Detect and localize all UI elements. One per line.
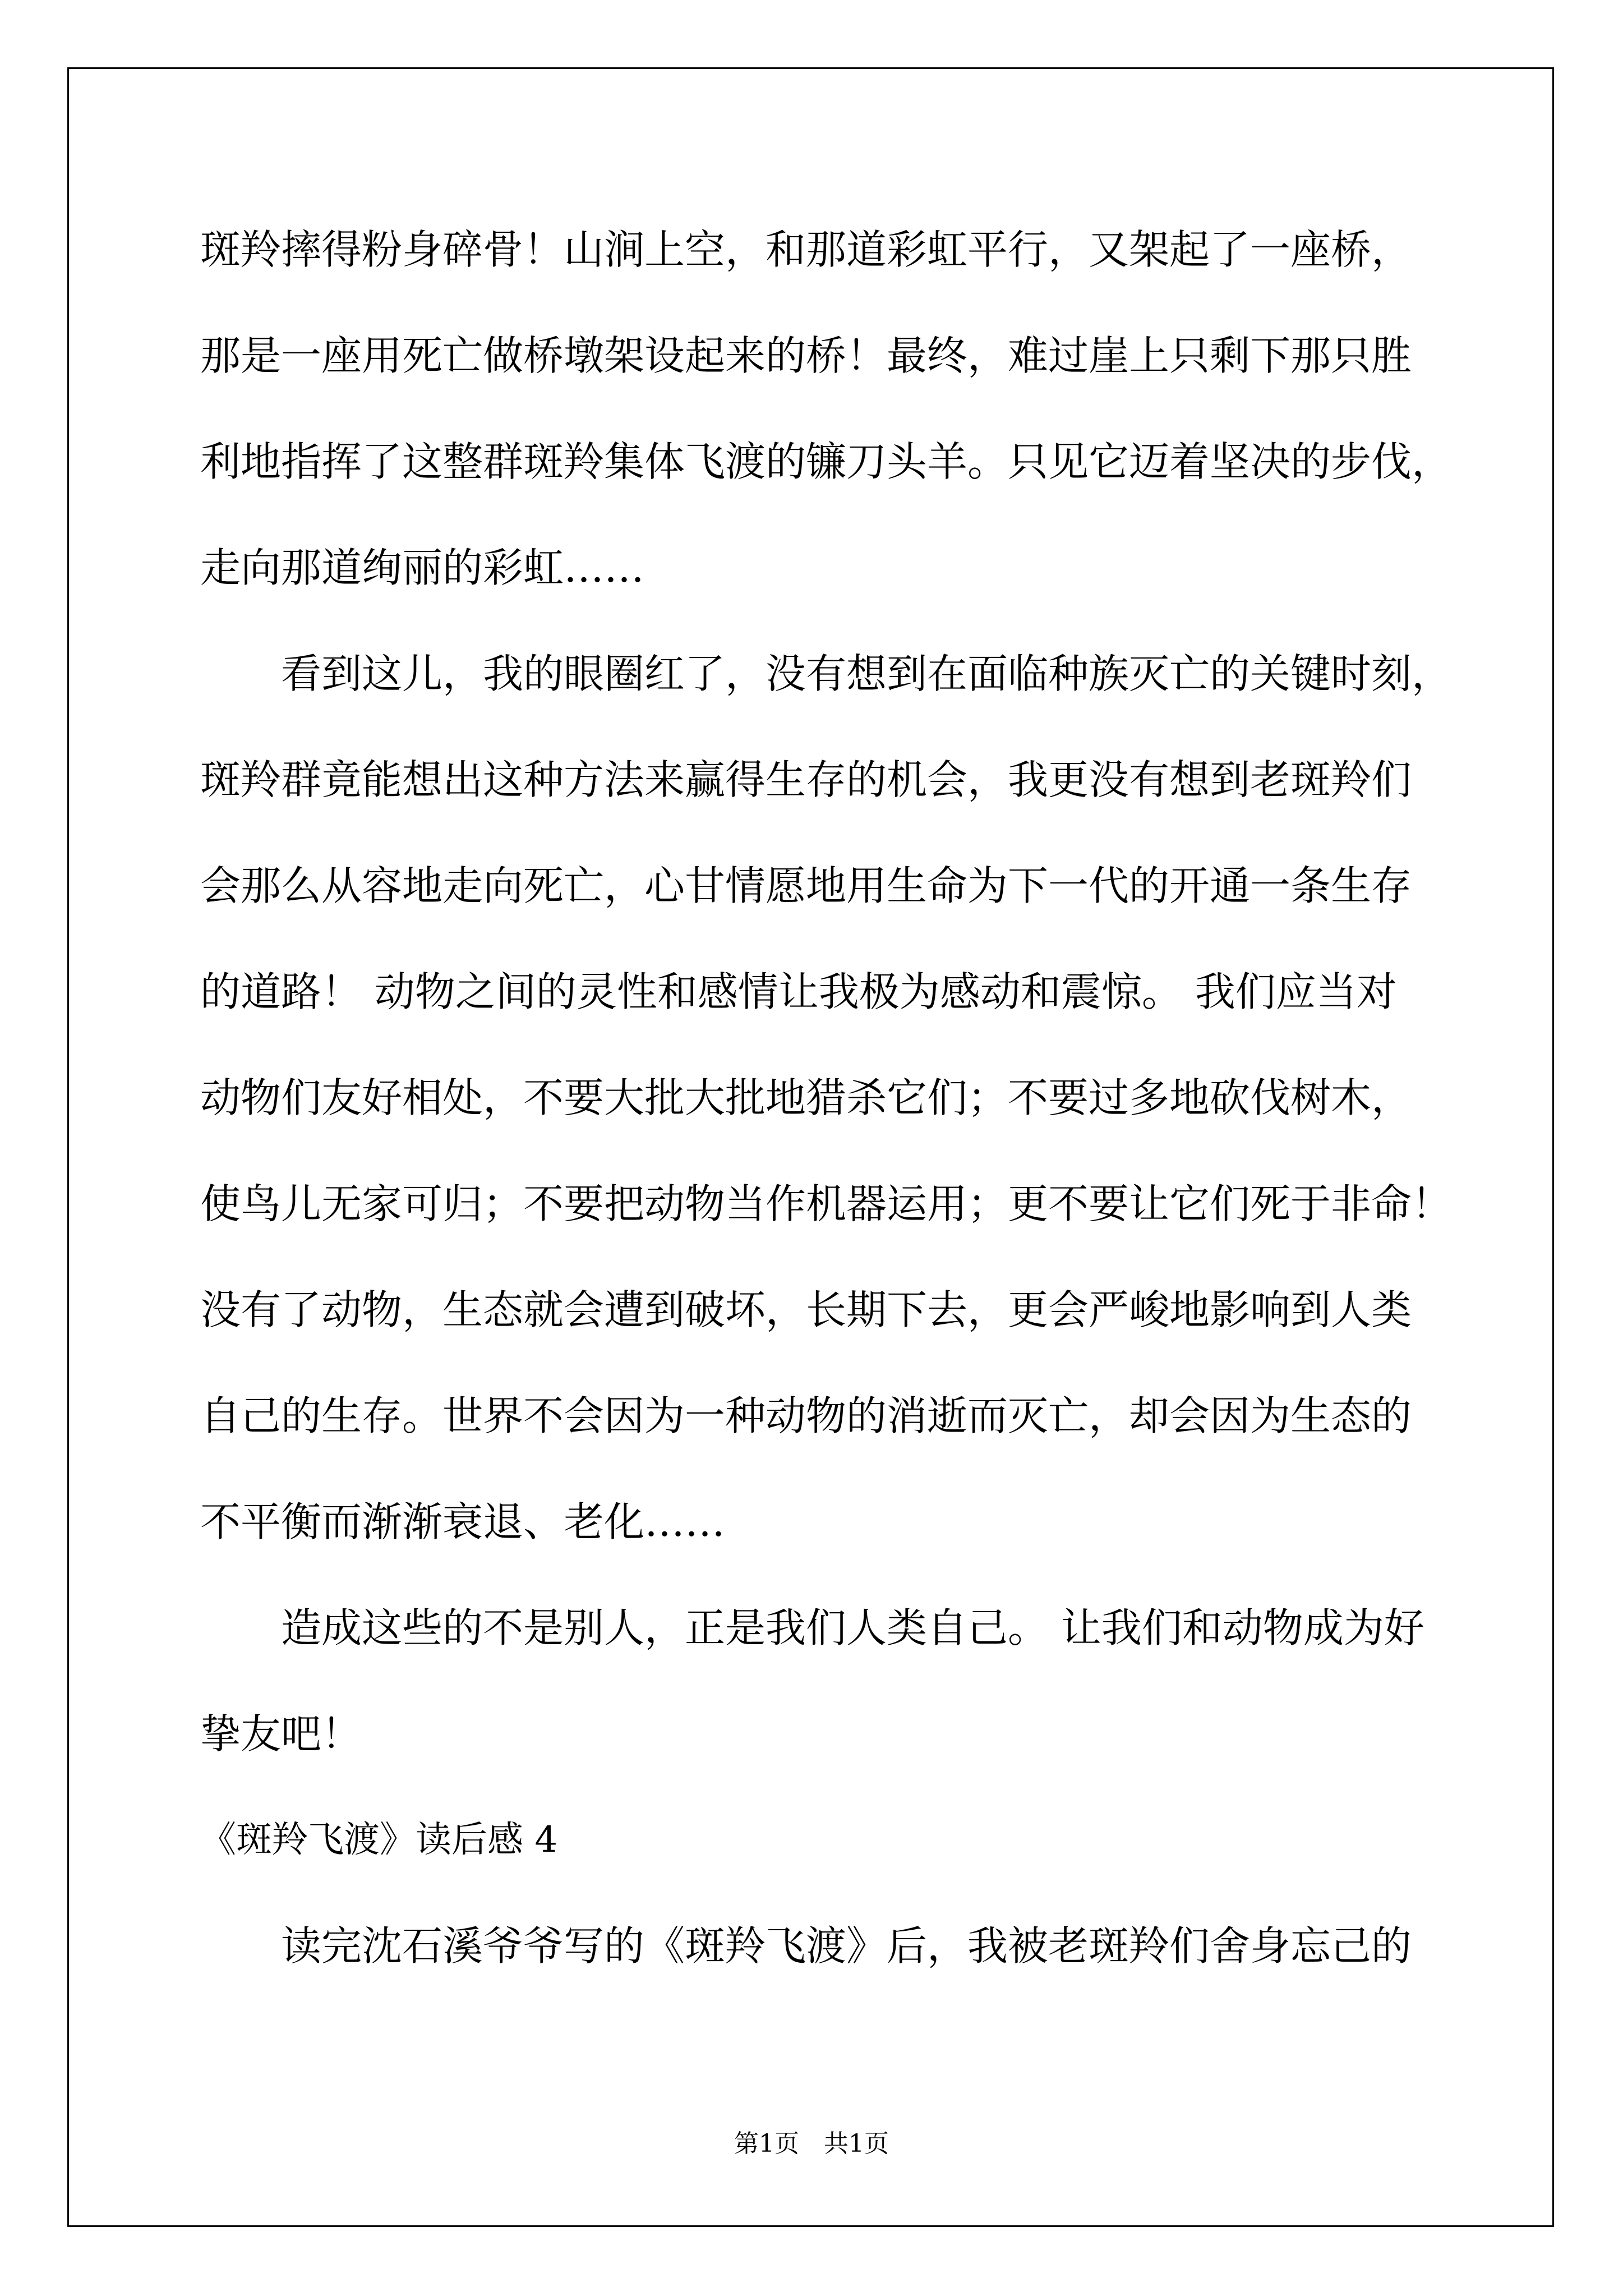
text-line: 使鸟儿无家可归；不要把动物当作机器运用；更不要让它们死于非命！	[200, 1180, 1453, 1227]
page-footer: 第1页 共1页	[734, 2129, 889, 2158]
text-line: 没有了动物，生态就会遭到破坏，长期下去，更会严峻地影响到人类	[200, 1286, 1412, 1333]
text-line: 的道路！ 动物之间的灵性和感情让我极为感动和震惊。 我们应当对	[200, 968, 1397, 1015]
text-line: 自己的生存。世界不会因为一种动物的消逝而灭亡，却会因为生态的	[200, 1392, 1412, 1439]
text-line: 那是一座用死亡做桥墩架设起来的桥！最终，难过崖上只剩下那只胜	[200, 332, 1412, 379]
text-line: 走向那道绚丽的彩虹……	[200, 544, 645, 591]
text-line: 读完沈石溪爷爷写的《斑羚飞渡》后，我被老斑羚们舍身忘己的	[281, 1922, 1412, 1970]
section-heading: 《斑羚飞渡》读后感 4	[200, 1819, 558, 1861]
text-line: 利地指挥了这整群斑羚集体飞渡的镰刀头羊。只见它迈着坚决的步伐，	[200, 438, 1453, 485]
text-line: 挚友吧！	[200, 1710, 362, 1757]
text-line: 看到这儿，我的眼圈红了，没有想到在面临种族灭亡的关键时刻，	[281, 650, 1453, 697]
text-line: 动物们友好相处，不要大批大批地猎杀它们；不要过多地砍伐树木，	[200, 1074, 1412, 1121]
text-line: 斑羚群竟能想出这种方法来赢得生存的机会，我更没有想到老斑羚们	[200, 756, 1412, 803]
text-line: 不平衡而渐渐衰退、老化……	[200, 1498, 726, 1545]
text-line: 斑羚摔得粉身碎骨！山涧上空，和那道彩虹平行，又架起了一座桥，	[200, 226, 1412, 273]
text-line: 造成这些的不是别人，正是我们人类自己。 让我们和动物成为好	[281, 1604, 1424, 1651]
text-line: 会那么从容地走向死亡，心甘情愿地用生命为下一代的开通一条生存	[200, 862, 1412, 909]
